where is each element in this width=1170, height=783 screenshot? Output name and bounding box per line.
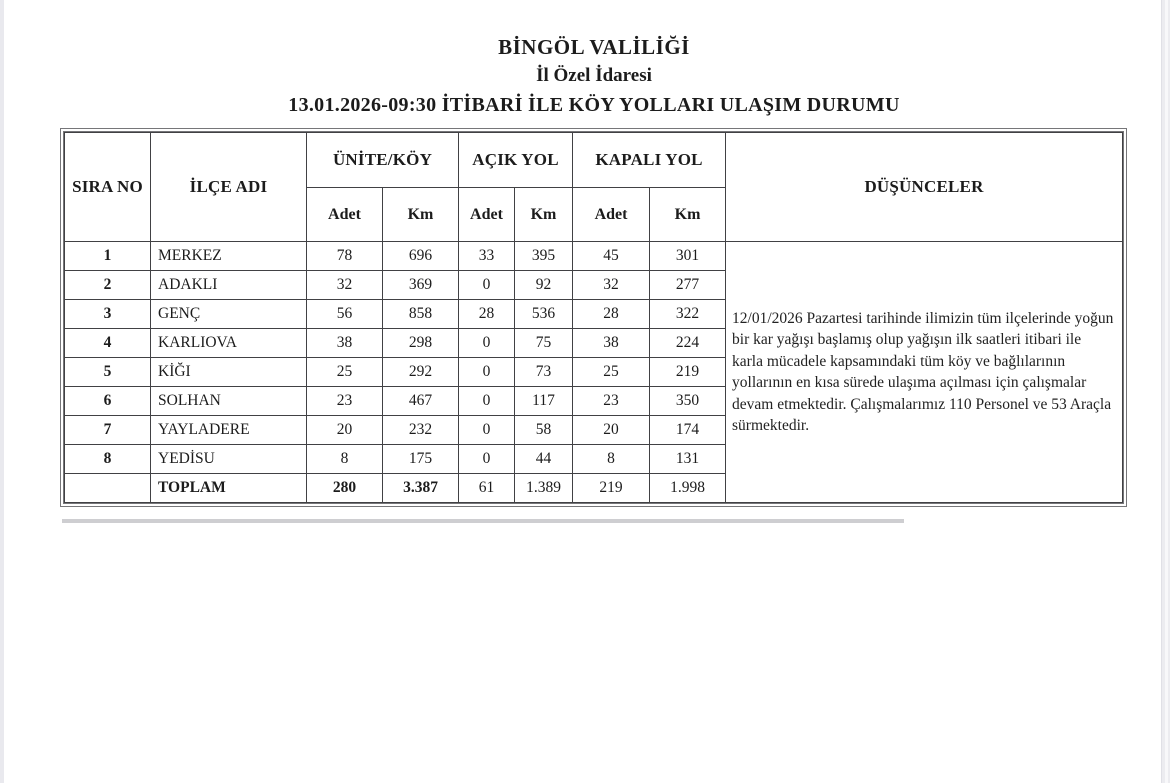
header-acik-yol: AÇIK YOL xyxy=(459,133,573,188)
page-right-edge-highlight xyxy=(1165,0,1168,783)
header-sira-no: SIRA NO xyxy=(65,133,151,242)
cell-ay-km: 44 xyxy=(515,445,573,474)
cell-ay-adet: 33 xyxy=(459,242,515,271)
cell-uk-adet-total: 280 xyxy=(307,474,383,503)
cell-ay-km: 75 xyxy=(515,329,573,358)
cell-ay-km: 92 xyxy=(515,271,573,300)
cell-uk-km: 175 xyxy=(383,445,459,474)
header-ky-adet: Adet xyxy=(573,188,650,242)
cell-ilce: ADAKLI xyxy=(151,271,307,300)
cell-ky-km: 301 xyxy=(650,242,726,271)
cell-sira: 1 xyxy=(65,242,151,271)
cell-ky-km: 277 xyxy=(650,271,726,300)
cell-ky-adet: 28 xyxy=(573,300,650,329)
cell-uk-km: 292 xyxy=(383,358,459,387)
cell-ilce: GENÇ xyxy=(151,300,307,329)
cell-uk-adet: 32 xyxy=(307,271,383,300)
road-status-table-frame xyxy=(60,128,1127,507)
cell-ay-adet: 28 xyxy=(459,300,515,329)
cell-ky-km: 219 xyxy=(650,358,726,387)
header-row-groups xyxy=(65,133,1123,188)
header-ay-adet: Adet xyxy=(459,188,515,242)
cell-ky-km: 174 xyxy=(650,416,726,445)
cell-ky-adet-total: 219 xyxy=(573,474,650,503)
cell-sira: 4 xyxy=(65,329,151,358)
cell-sira: 6 xyxy=(65,387,151,416)
cell-ilce: KİĞI xyxy=(151,358,307,387)
cell-ky-km: 322 xyxy=(650,300,726,329)
cell-ay-adet-total: 61 xyxy=(459,474,515,503)
cell-ay-adet: 0 xyxy=(459,416,515,445)
cell-ay-km: 395 xyxy=(515,242,573,271)
cell-ky-km-total: 1.998 xyxy=(650,474,726,503)
cell-ilce-toplam: TOPLAM xyxy=(151,474,307,503)
cell-ay-km: 117 xyxy=(515,387,573,416)
cell-uk-adet: 25 xyxy=(307,358,383,387)
cell-sira: 8 xyxy=(65,445,151,474)
cell-ky-adet: 20 xyxy=(573,416,650,445)
cell-sira xyxy=(65,474,151,503)
document-title-block xyxy=(60,32,1128,122)
cell-ky-adet: 32 xyxy=(573,271,650,300)
cell-ilce: SOLHAN xyxy=(151,387,307,416)
remarks-cell xyxy=(726,242,1123,503)
page-left-edge xyxy=(0,0,4,783)
remarks-text: 12/01/2026 Pazartesi tarihinde ilimizin tüm ilçelerinde yoğun bir kar yağışı başlamış olup yağışın ilk saatleri itibari ile karla mücadele kapsamındaki tüm köy ve bağlılarının yollarının en kısa sürede ulaşıma açılması için çalışmalar devam etmektedir. Çalışmalarımız 110 Personel ve 53 Araçla sürmektedir. xyxy=(732,309,1114,434)
header-ilce-adi: İLÇE ADI xyxy=(151,133,307,242)
cell-ky-km: 131 xyxy=(650,445,726,474)
scan-shadow-artifact xyxy=(62,519,904,523)
header-uk-km: Km xyxy=(383,188,459,242)
title-governorship: BİNGÖL VALİLİĞİ xyxy=(498,35,690,59)
cell-sira: 3 xyxy=(65,300,151,329)
cell-sira: 2 xyxy=(65,271,151,300)
cell-ay-adet: 0 xyxy=(459,387,515,416)
header-kapali-yol: KAPALI YOL xyxy=(573,133,726,188)
cell-ay-adet: 0 xyxy=(459,358,515,387)
table-row-merkez xyxy=(65,242,1123,271)
cell-uk-adet: 78 xyxy=(307,242,383,271)
cell-ay-km: 73 xyxy=(515,358,573,387)
header-unite-koy: ÜNİTE/KÖY xyxy=(307,133,459,188)
header-dusunceler: DÜŞÜNCELER xyxy=(726,133,1123,242)
cell-ay-km-total: 1.389 xyxy=(515,474,573,503)
road-status-table xyxy=(64,132,1123,503)
cell-uk-km: 696 xyxy=(383,242,459,271)
cell-ky-adet: 45 xyxy=(573,242,650,271)
cell-ilce: KARLIOVA xyxy=(151,329,307,358)
cell-ky-adet: 23 xyxy=(573,387,650,416)
cell-uk-adet: 20 xyxy=(307,416,383,445)
cell-ky-km: 350 xyxy=(650,387,726,416)
header-ky-km: Km xyxy=(650,188,726,242)
cell-uk-km: 298 xyxy=(383,329,459,358)
cell-ilce: YEDİSU xyxy=(151,445,307,474)
cell-uk-km: 467 xyxy=(383,387,459,416)
cell-uk-km: 369 xyxy=(383,271,459,300)
cell-uk-adet: 8 xyxy=(307,445,383,474)
cell-uk-km: 858 xyxy=(383,300,459,329)
cell-uk-adet: 38 xyxy=(307,329,383,358)
cell-uk-adet: 56 xyxy=(307,300,383,329)
cell-uk-adet: 23 xyxy=(307,387,383,416)
cell-ky-adet: 8 xyxy=(573,445,650,474)
header-uk-adet: Adet xyxy=(307,188,383,242)
cell-sira: 7 xyxy=(65,416,151,445)
page-right-edge xyxy=(1161,0,1170,783)
cell-ky-adet: 38 xyxy=(573,329,650,358)
cell-sira: 5 xyxy=(65,358,151,387)
cell-ay-km: 58 xyxy=(515,416,573,445)
cell-ay-adet: 0 xyxy=(459,329,515,358)
cell-uk-km-total: 3.387 xyxy=(383,474,459,503)
title-report-subject: 13.01.2026-09:30 İTİBARİ İLE KÖY YOLLARI ULAŞIM DURUMU xyxy=(288,94,900,116)
title-administration: İl Özel İdaresi xyxy=(536,65,652,86)
cell-ay-km: 536 xyxy=(515,300,573,329)
cell-ilce: YAYLADERE xyxy=(151,416,307,445)
cell-ilce: MERKEZ xyxy=(151,242,307,271)
cell-uk-km: 232 xyxy=(383,416,459,445)
cell-ky-km: 224 xyxy=(650,329,726,358)
header-ay-km: Km xyxy=(515,188,573,242)
cell-ay-adet: 0 xyxy=(459,445,515,474)
cell-ky-adet: 25 xyxy=(573,358,650,387)
cell-ay-adet: 0 xyxy=(459,271,515,300)
